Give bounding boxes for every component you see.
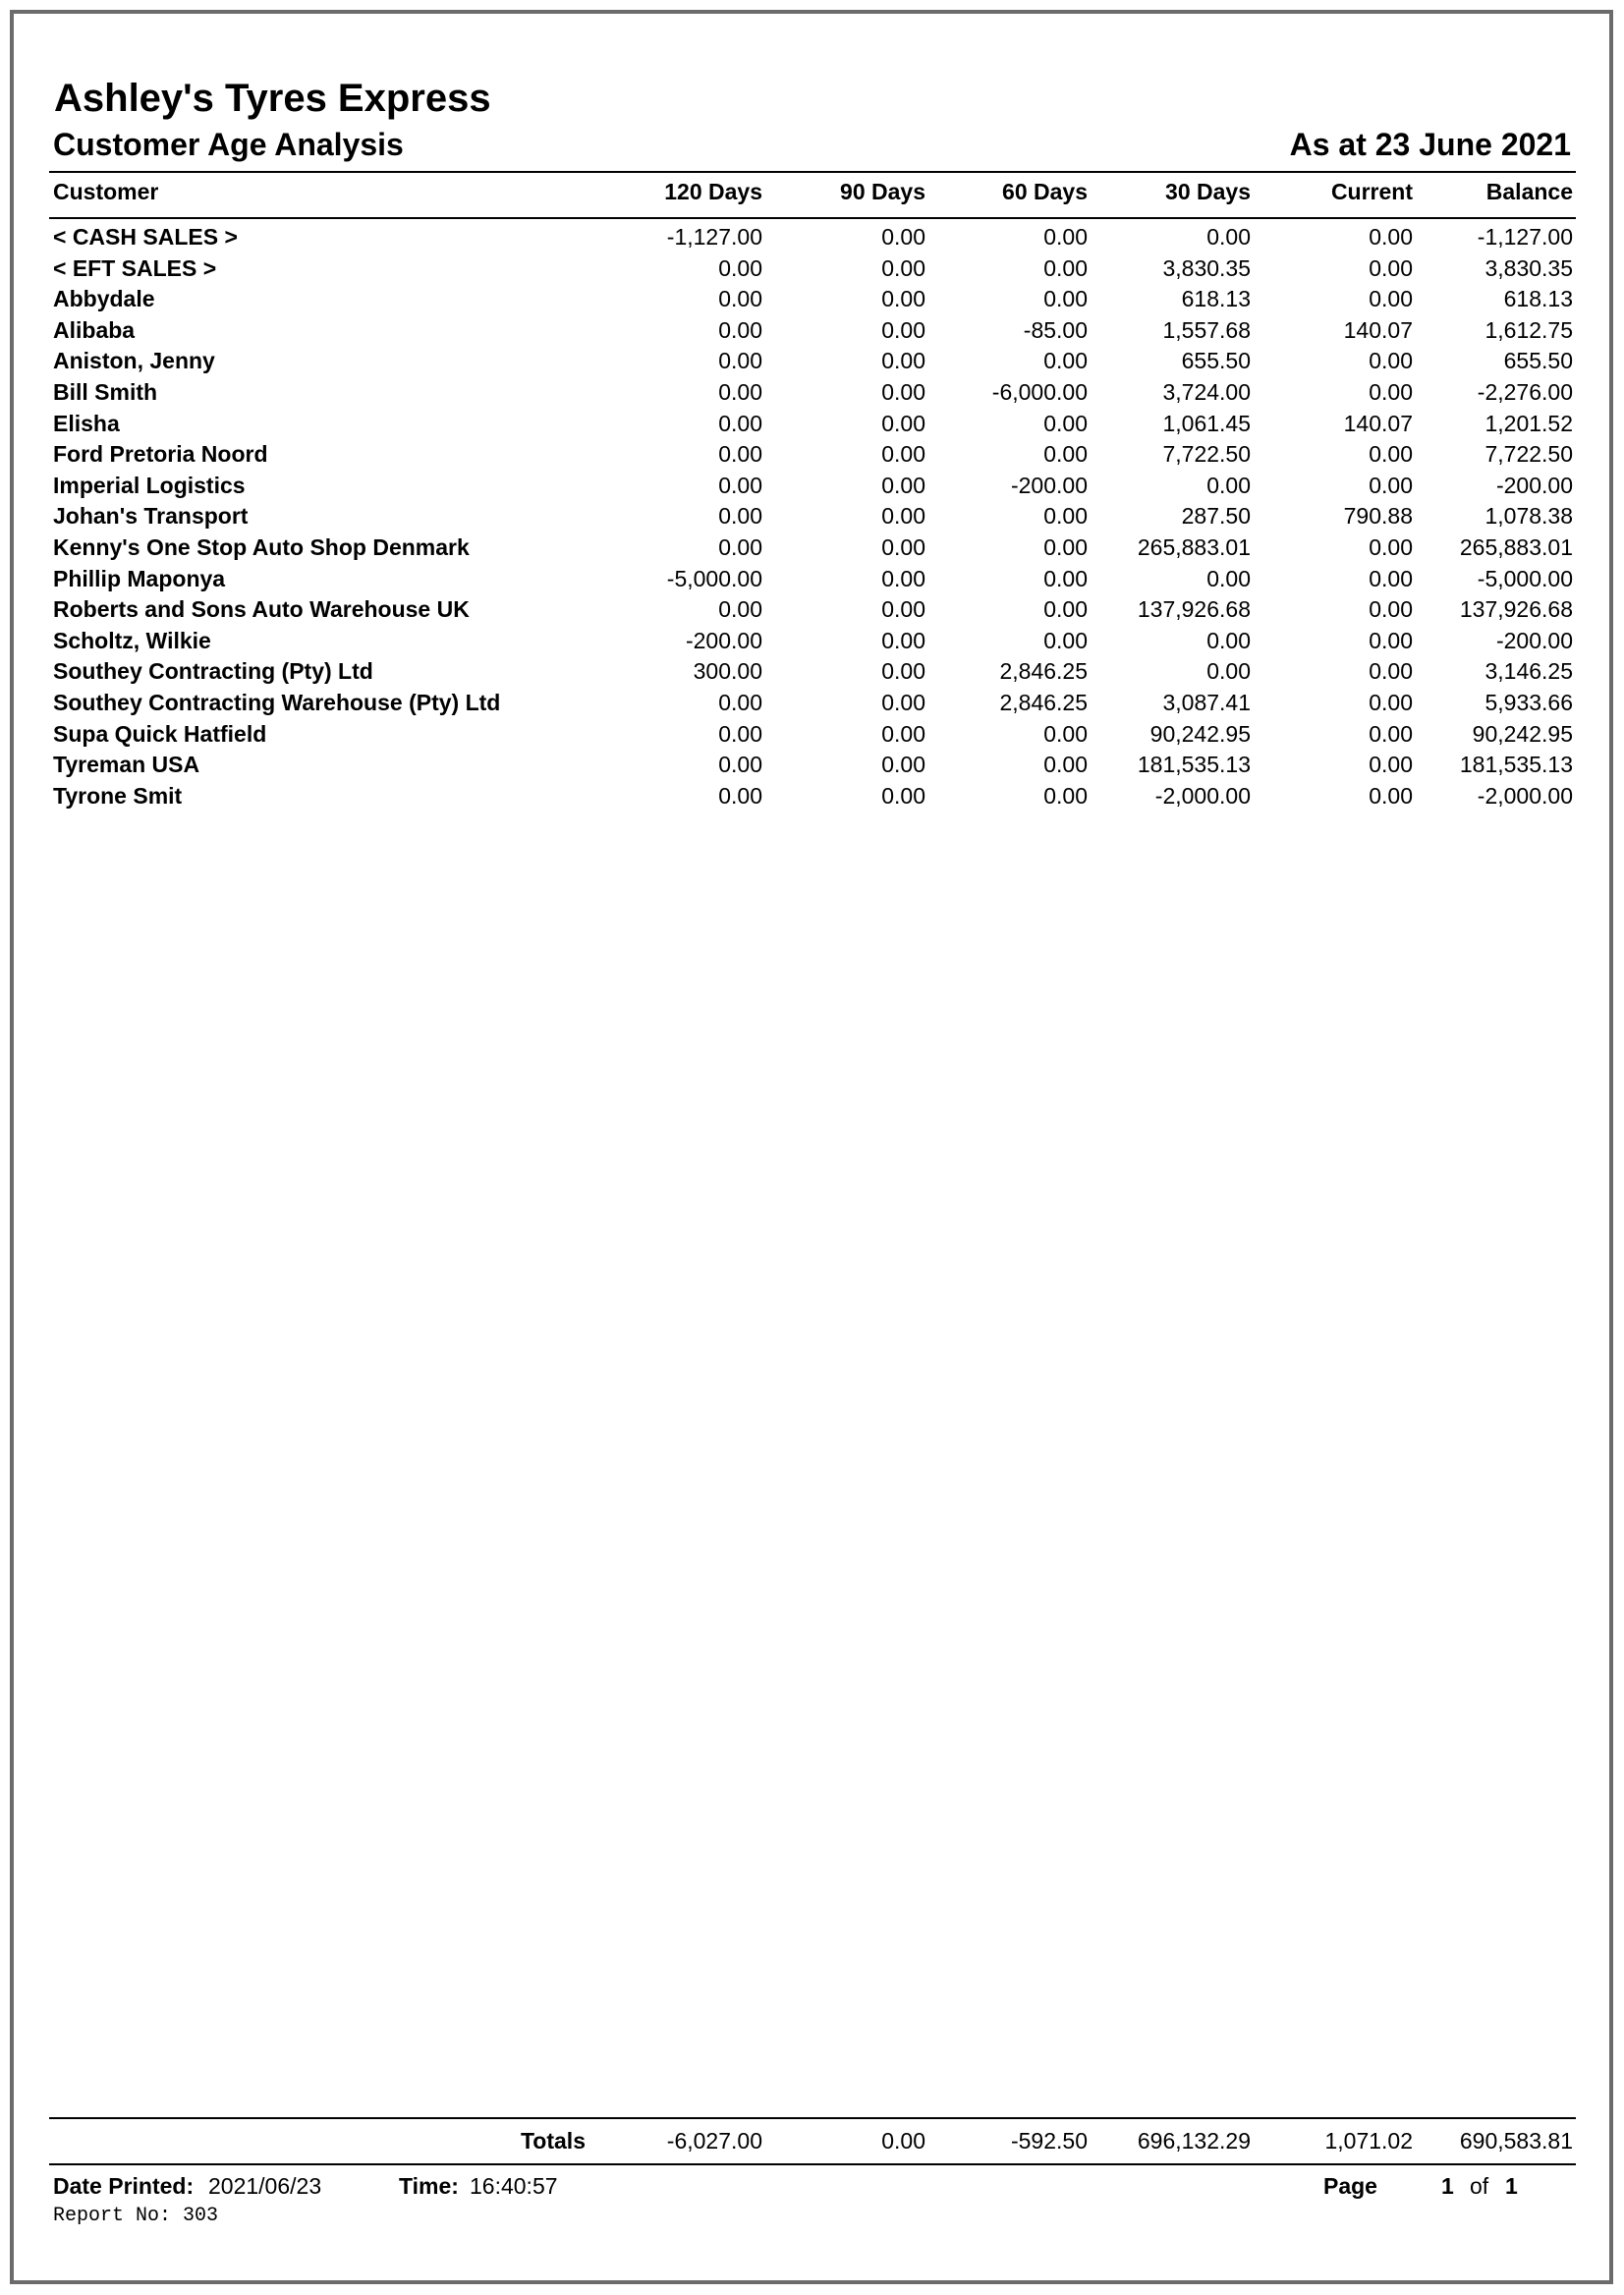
table-row — [0, 473, 1624, 504]
cell-current: 0.00 — [1369, 224, 1413, 250]
cell-current: 790.88 — [1343, 503, 1413, 530]
cell-60-days: 0.00 — [1043, 782, 1088, 809]
customer-name: Elisha — [53, 410, 120, 436]
customer-name: Johan's Transport — [53, 503, 249, 530]
cell-30-days: 655.50 — [1181, 348, 1251, 374]
cell-current: 0.00 — [1369, 441, 1413, 468]
total-balance: 690,583.81 — [1459, 2128, 1573, 2154]
table-row — [0, 224, 1624, 255]
page-of: of — [1470, 2173, 1489, 2199]
cell-60-days: 0.00 — [1043, 224, 1088, 250]
totals-top-rule — [49, 2117, 1576, 2119]
cell-current: 0.00 — [1369, 752, 1413, 778]
customer-name: Scholtz, Wilkie — [53, 627, 211, 653]
cell-current: 0.00 — [1369, 254, 1413, 281]
cell-60-days: 0.00 — [1043, 441, 1088, 468]
cell-current: 0.00 — [1369, 627, 1413, 653]
cell-90-days: 0.00 — [881, 286, 925, 312]
report-number: Report No: 303 — [53, 2205, 219, 2227]
table-row — [0, 690, 1624, 721]
table-row — [0, 255, 1624, 287]
table-row — [0, 379, 1624, 411]
cell-current: 140.07 — [1343, 410, 1413, 436]
col-header-30-days: 30 Days — [1165, 179, 1251, 204]
header-bottom-rule — [49, 217, 1576, 219]
cell-90-days: 0.00 — [881, 410, 925, 436]
cell-60-days: 0.00 — [1043, 533, 1088, 560]
cell-current: 0.00 — [1369, 378, 1413, 405]
cell-current: 0.00 — [1369, 286, 1413, 312]
col-header-120-days: 120 Days — [664, 179, 762, 204]
cell-current: 0.00 — [1369, 658, 1413, 685]
cell-120-days: 0.00 — [718, 503, 762, 530]
cell-balance: -2,000.00 — [1477, 782, 1573, 809]
total-120-days: -6,027.00 — [666, 2128, 762, 2154]
cell-60-days: 0.00 — [1043, 752, 1088, 778]
table-row — [0, 286, 1624, 317]
customer-name: Imperial Logistics — [53, 472, 246, 498]
customer-name: Roberts and Sons Auto Warehouse UK — [53, 596, 470, 623]
cell-120-days: 0.00 — [718, 752, 762, 778]
totals-row — [0, 2128, 1624, 2157]
cell-30-days: 0.00 — [1206, 658, 1251, 685]
cell-60-days: 0.00 — [1043, 286, 1088, 312]
cell-balance: 7,722.50 — [1484, 441, 1573, 468]
cell-balance: 1,201.52 — [1484, 410, 1573, 436]
cell-60-days: 2,846.25 — [999, 689, 1088, 715]
customer-name: Tyreman USA — [53, 752, 200, 778]
cell-balance: 1,078.38 — [1484, 503, 1573, 530]
cell-60-days: -85.00 — [1023, 316, 1088, 343]
cell-120-days: 0.00 — [718, 378, 762, 405]
cell-balance: 265,883.01 — [1459, 533, 1573, 560]
cell-90-days: 0.00 — [881, 596, 925, 623]
customer-name: Kenny's One Stop Auto Shop Denmark — [53, 533, 470, 560]
cell-30-days: 0.00 — [1206, 224, 1251, 250]
cell-current: 0.00 — [1369, 720, 1413, 747]
cell-balance: -5,000.00 — [1477, 565, 1573, 591]
company-name: Ashley's Tyres Express — [54, 77, 491, 120]
cell-90-days: 0.00 — [881, 316, 925, 343]
cell-60-days: 0.00 — [1043, 565, 1088, 591]
customer-name: Aniston, Jenny — [53, 348, 215, 374]
totals-label: Totals — [520, 2128, 586, 2154]
cell-balance: -2,276.00 — [1477, 378, 1573, 405]
cell-current: 0.00 — [1369, 533, 1413, 560]
total-current: 1,071.02 — [1324, 2128, 1413, 2154]
cell-90-days: 0.00 — [881, 627, 925, 653]
cell-balance: 5,933.66 — [1484, 689, 1573, 715]
cell-balance: 137,926.68 — [1459, 596, 1573, 623]
table-row — [0, 752, 1624, 783]
cell-60-days: 0.00 — [1043, 627, 1088, 653]
cell-90-days: 0.00 — [881, 782, 925, 809]
table-row — [0, 628, 1624, 659]
time-label: Time: — [399, 2173, 459, 2199]
cell-120-days: 0.00 — [718, 689, 762, 715]
page-current: 1 — [1441, 2173, 1454, 2199]
cell-120-days: 0.00 — [718, 533, 762, 560]
cell-90-days: 0.00 — [881, 254, 925, 281]
cell-60-days: 2,846.25 — [999, 658, 1088, 685]
cell-90-days: 0.00 — [881, 533, 925, 560]
header-top-rule — [49, 171, 1576, 173]
table-row — [0, 566, 1624, 597]
customer-name: Supa Quick Hatfield — [53, 720, 267, 747]
cell-current: 140.07 — [1343, 316, 1413, 343]
cell-120-days: -5,000.00 — [666, 565, 762, 591]
table-row — [0, 441, 1624, 473]
total-30-days: 696,132.29 — [1137, 2128, 1251, 2154]
cell-120-days: 0.00 — [718, 410, 762, 436]
cell-30-days: 0.00 — [1206, 627, 1251, 653]
cell-current: 0.00 — [1369, 348, 1413, 374]
column-headers — [0, 179, 1624, 208]
cell-120-days: 0.00 — [718, 441, 762, 468]
customer-name: < CASH SALES > — [53, 224, 238, 250]
total-60-days: -592.50 — [1010, 2128, 1088, 2154]
cell-90-days: 0.00 — [881, 752, 925, 778]
cell-balance: 1,612.75 — [1484, 316, 1573, 343]
table-row — [0, 534, 1624, 566]
table-row — [0, 411, 1624, 442]
table-row — [0, 658, 1624, 690]
cell-balance: -200.00 — [1495, 472, 1573, 498]
cell-90-days: 0.00 — [881, 565, 925, 591]
customer-name: Bill Smith — [53, 378, 158, 405]
cell-60-days: 0.00 — [1043, 720, 1088, 747]
customer-table-body — [0, 224, 1624, 813]
customer-name: < EFT SALES > — [53, 254, 217, 281]
cell-30-days: 265,883.01 — [1137, 533, 1251, 560]
cell-current: 0.00 — [1369, 689, 1413, 715]
cell-120-days: 300.00 — [693, 658, 762, 685]
customer-name: Southey Contracting Warehouse (Pty) Ltd — [53, 689, 501, 715]
cell-30-days: 1,557.68 — [1162, 316, 1251, 343]
cell-30-days: 137,926.68 — [1137, 596, 1251, 623]
cell-30-days: 1,061.45 — [1162, 410, 1251, 436]
customer-name: Tyrone Smit — [53, 782, 183, 809]
cell-balance: -200.00 — [1495, 627, 1573, 653]
cell-90-days: 0.00 — [881, 378, 925, 405]
cell-30-days: -2,000.00 — [1154, 782, 1251, 809]
cell-balance: 90,242.95 — [1472, 720, 1573, 747]
cell-balance: 181,535.13 — [1459, 752, 1573, 778]
cell-90-days: 0.00 — [881, 503, 925, 530]
page-total: 1 — [1505, 2173, 1518, 2199]
cell-30-days: 618.13 — [1181, 286, 1251, 312]
cell-balance: 655.50 — [1503, 348, 1573, 374]
cell-30-days: 3,087.41 — [1162, 689, 1251, 715]
table-row — [0, 348, 1624, 379]
cell-90-days: 0.00 — [881, 224, 925, 250]
cell-30-days: 0.00 — [1206, 565, 1251, 591]
totals-bottom-rule — [49, 2163, 1576, 2165]
total-90-days: 0.00 — [881, 2128, 925, 2154]
cell-current: 0.00 — [1369, 472, 1413, 498]
col-header-customer: Customer — [53, 179, 159, 204]
report-date: As at 23 June 2021 — [1289, 127, 1571, 162]
cell-30-days: 0.00 — [1206, 472, 1251, 498]
customer-name: Alibaba — [53, 316, 136, 343]
customer-name: Phillip Maponya — [53, 565, 226, 591]
cell-30-days: 3,724.00 — [1162, 378, 1251, 405]
cell-120-days: -1,127.00 — [666, 224, 762, 250]
cell-120-days: 0.00 — [718, 720, 762, 747]
cell-30-days: 181,535.13 — [1137, 752, 1251, 778]
cell-balance: 618.13 — [1503, 286, 1573, 312]
table-row — [0, 503, 1624, 534]
cell-120-days: 0.00 — [718, 472, 762, 498]
cell-60-days: 0.00 — [1043, 503, 1088, 530]
cell-balance: -1,127.00 — [1477, 224, 1573, 250]
cell-60-days: 0.00 — [1043, 596, 1088, 623]
table-row — [0, 596, 1624, 628]
col-header-current: Current — [1330, 179, 1413, 204]
cell-120-days: 0.00 — [718, 316, 762, 343]
cell-30-days: 90,242.95 — [1149, 720, 1251, 747]
cell-30-days: 3,830.35 — [1162, 254, 1251, 281]
col-header-60-days: 60 Days — [1002, 179, 1088, 204]
col-header-90-days: 90 Days — [840, 179, 925, 204]
cell-120-days: -200.00 — [685, 627, 762, 653]
cell-current: 0.00 — [1369, 782, 1413, 809]
cell-60-days: -200.00 — [1010, 472, 1088, 498]
table-row — [0, 783, 1624, 814]
date-printed-label: Date Printed: — [53, 2173, 195, 2199]
page-label: Page — [1323, 2173, 1377, 2199]
cell-120-days: 0.00 — [718, 348, 762, 374]
customer-name: Ford Pretoria Noord — [53, 441, 268, 468]
customer-name: Southey Contracting (Pty) Ltd — [53, 658, 373, 685]
report-title: Customer Age Analysis — [53, 127, 404, 162]
cell-current: 0.00 — [1369, 565, 1413, 591]
cell-30-days: 7,722.50 — [1162, 441, 1251, 468]
table-row — [0, 317, 1624, 349]
cell-90-days: 0.00 — [881, 658, 925, 685]
cell-60-days: 0.00 — [1043, 410, 1088, 436]
cell-current: 0.00 — [1369, 596, 1413, 623]
cell-90-days: 0.00 — [881, 689, 925, 715]
cell-30-days: 287.50 — [1181, 503, 1251, 530]
cell-120-days: 0.00 — [718, 782, 762, 809]
table-row — [0, 721, 1624, 753]
cell-90-days: 0.00 — [881, 472, 925, 498]
cell-90-days: 0.00 — [881, 348, 925, 374]
cell-balance: 3,146.25 — [1484, 658, 1573, 685]
cell-60-days: 0.00 — [1043, 348, 1088, 374]
date-printed-value: 2021/06/23 — [208, 2173, 322, 2199]
cell-60-days: -6,000.00 — [991, 378, 1088, 405]
cell-60-days: 0.00 — [1043, 254, 1088, 281]
cell-120-days: 0.00 — [718, 254, 762, 281]
cell-120-days: 0.00 — [718, 596, 762, 623]
col-header-balance: Balance — [1485, 179, 1573, 204]
cell-90-days: 0.00 — [881, 720, 925, 747]
cell-120-days: 0.00 — [718, 286, 762, 312]
time-value: 16:40:57 — [470, 2173, 558, 2199]
customer-name: Abbydale — [53, 286, 155, 312]
cell-90-days: 0.00 — [881, 441, 925, 468]
cell-balance: 3,830.35 — [1484, 254, 1573, 281]
